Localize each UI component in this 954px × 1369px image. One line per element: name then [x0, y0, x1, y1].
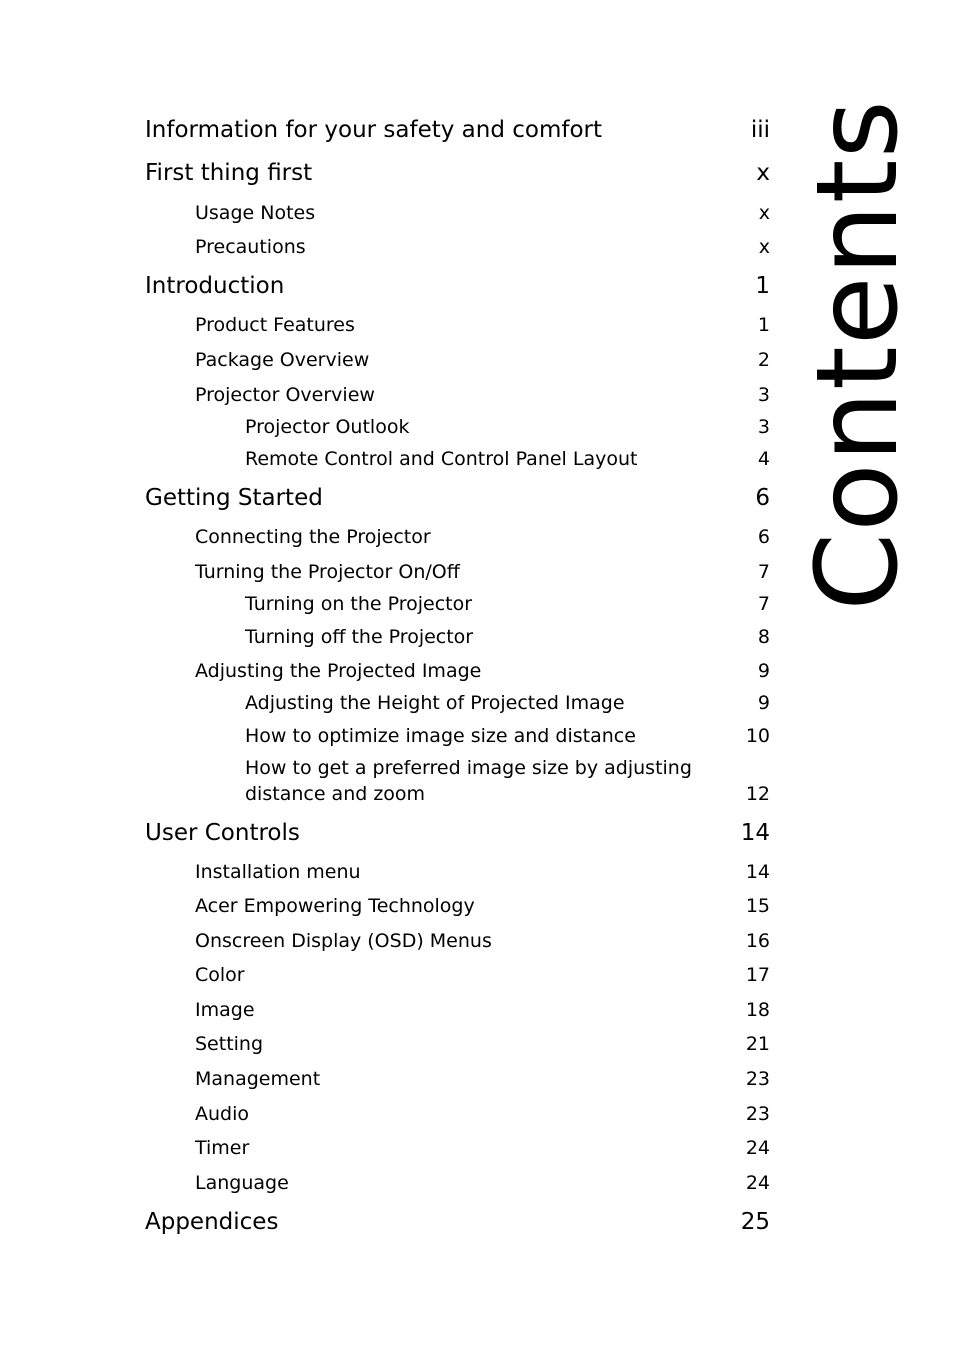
toc-entry-title: Color: [195, 964, 245, 986]
toc-entry-title: Usage Notes: [195, 202, 316, 224]
toc-entry-page: 14: [740, 820, 770, 846]
toc-entry-page: 23: [745, 1103, 770, 1125]
toc-entry-title: Image: [195, 999, 255, 1021]
toc-entry-title: Onscreen Display (OSD) Menus: [195, 930, 492, 952]
toc-entry-page: 16: [745, 930, 770, 952]
toc-entry-page: 24: [745, 1137, 770, 1159]
toc-entry-page: 10: [745, 725, 770, 747]
toc-entry-title: Turning off the Projector: [245, 626, 474, 648]
toc-entry-title: Turning on the Projector: [245, 593, 473, 615]
toc-entry-page: 25: [740, 1209, 770, 1235]
toc-entry-page: iii: [750, 117, 770, 143]
toc-entry-title: Management: [195, 1068, 321, 1090]
toc-entry-page: 1: [757, 314, 770, 336]
toc-entry-title: First thing first: [145, 160, 313, 186]
toc-entry-title: Setting: [195, 1033, 264, 1055]
toc-entry-page: 6: [755, 485, 770, 511]
toc-entry-title: Introduction: [145, 273, 285, 299]
toc-entry-page: 9: [757, 660, 770, 682]
toc-entry-title: Package Overview: [195, 349, 370, 371]
toc-entry-title: Precautions: [195, 236, 306, 258]
toc-entry-title: User Controls: [145, 820, 300, 846]
toc-entry-title: Information for your safety and comfort: [145, 117, 603, 143]
toc-entry-page: x: [758, 236, 770, 258]
toc-entry-page: 14: [745, 861, 770, 883]
toc-entry-page: 8: [757, 626, 770, 648]
toc-entry-page: 3: [757, 416, 770, 438]
toc-entry-title: Remote Control and Control Panel Layout: [245, 448, 638, 470]
toc-entry-title: How to get a preferred image size by adjusting distance and zoom: [245, 757, 692, 805]
toc-entry-page: 17: [745, 964, 770, 986]
toc-entry-page: x: [758, 202, 770, 224]
toc-entry-page: 18: [745, 999, 770, 1021]
contents-side-title-text: Contents: [793, 99, 923, 611]
toc-entry-page: 15: [745, 895, 770, 917]
toc-entry-page: 23: [745, 1068, 770, 1090]
toc-entry-page: 21: [745, 1033, 770, 1055]
toc-entry-title: Connecting the Projector: [195, 526, 431, 548]
toc-entry-title: Product Features: [195, 314, 355, 336]
toc-entry-page: 1: [755, 273, 770, 299]
toc-entry-page: x: [756, 160, 770, 186]
toc-entry-title: Acer Empowering Technology: [195, 895, 475, 917]
contents-side-title: [793, 99, 923, 611]
toc-entry-page: 6: [757, 526, 770, 548]
toc-entry-title: Timer: [195, 1137, 250, 1159]
toc-entry-page: 12: [745, 783, 770, 805]
toc-entry-page: 7: [757, 593, 770, 615]
toc-entry-title: Turning the Projector On/Off: [195, 561, 460, 583]
toc-entry-page: 3: [757, 384, 770, 406]
toc-entry-title: Getting Started: [145, 485, 323, 511]
toc-entry-page: 7: [757, 561, 770, 583]
toc-entry-title: Installation menu: [195, 861, 361, 883]
toc-entry-title: Audio: [195, 1103, 250, 1125]
toc-entry-title: Appendices: [145, 1209, 279, 1235]
toc-entry-title: Adjusting the Height of Projected Image: [245, 692, 625, 714]
toc-entry-title: How to optimize image size and distance: [245, 725, 636, 747]
toc-entry-page: 24: [745, 1172, 770, 1194]
toc-entry-page: 4: [757, 448, 770, 470]
toc-entry-page: 2: [757, 349, 770, 371]
toc-entry-title: Language: [195, 1172, 289, 1194]
toc-entry-title: Projector Overview: [195, 384, 375, 406]
toc-entry-title: Projector Outlook: [245, 416, 410, 438]
toc-entry-page: 9: [757, 692, 770, 714]
toc-entry-title: Adjusting the Projected Image: [195, 660, 482, 682]
